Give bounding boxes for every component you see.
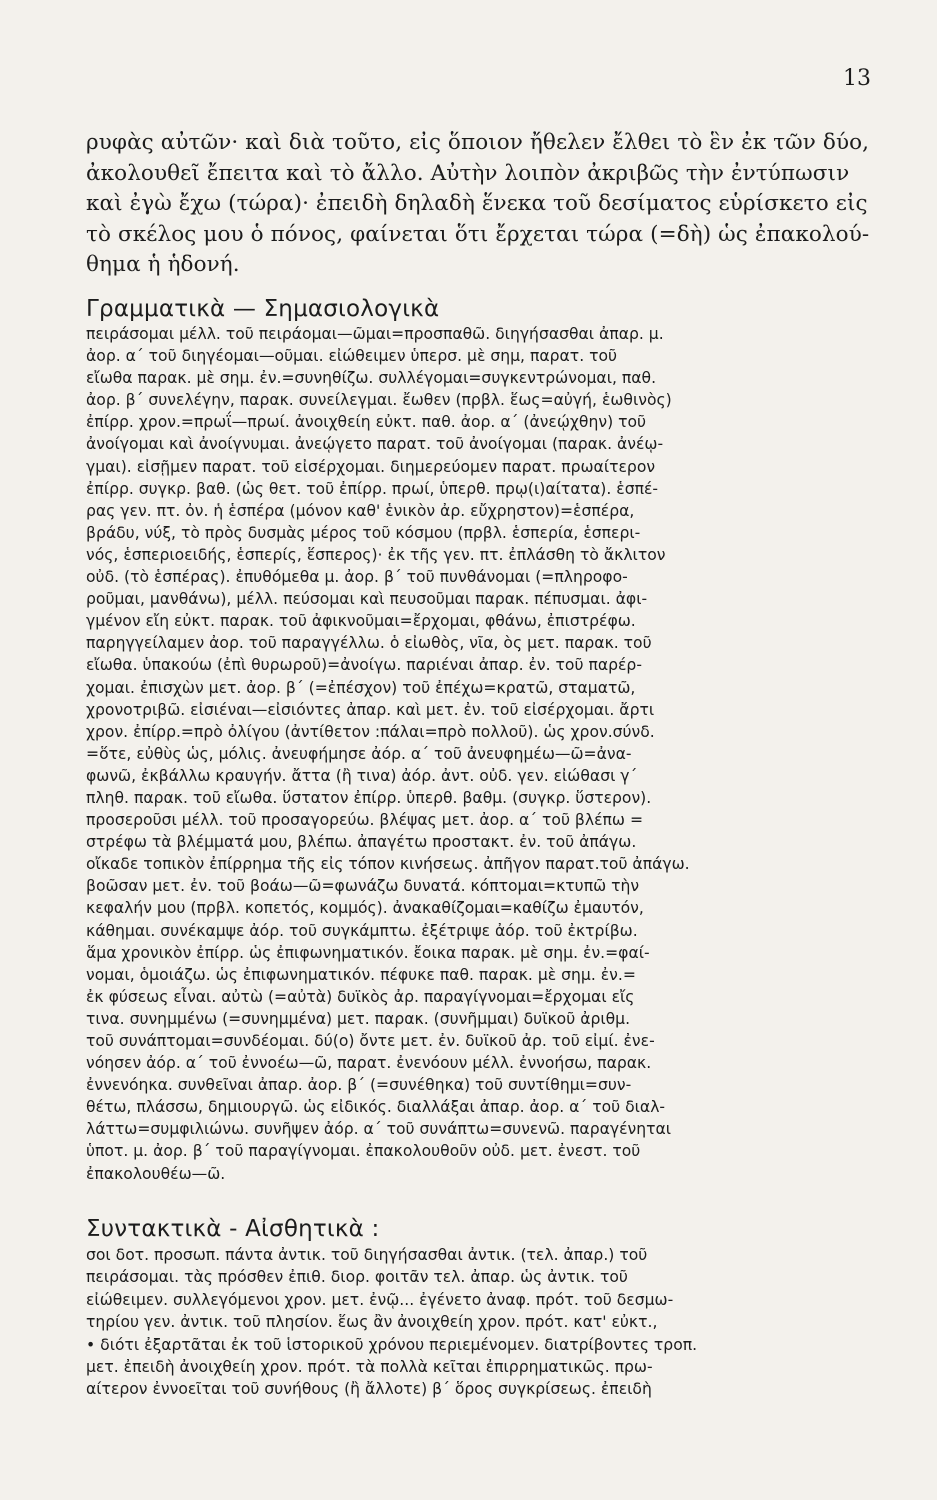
text-line: εἰώθειμεν. συλλεγόμενοι χρον. μετ. ἐνῷ... ἐγένετο ἀναφ. πρότ. τοῦ δεσμω-	[86, 1290, 674, 1309]
text-line: ἀορ. α΄ τοῦ διηγέομαι—οῦμαι. εἰώθειμεν ὑπερσ. μὲ σημ, παρατ. τοῦ	[86, 347, 618, 366]
text-line: ἐπακολουθέω—ῶ.	[86, 1164, 226, 1183]
section-heading-syntax: Συντακτικὰ - Αἰσθητικὰ :	[86, 1216, 380, 1242]
text-line: μετ. ἐπειδὴ ἀνοιχθείη χρον. πρότ. τὰ πολλὰ κεῖται ἐπιρρηματικῶς. πρω-	[86, 1358, 653, 1377]
text-line: εἴωθα παρακ. μὲ σημ. ἐν.=συνηθίζω. συλλέγομαι=συγκεντρώνομαι, παθ.	[86, 369, 657, 388]
text-line: ἐπίρρ. χρον.=πρωΐ—πρωί. ἀνοιχθείη εὐκτ. παθ. ἀορ. α΄ (ἀνεῴχθην) τοῦ	[86, 413, 647, 432]
text-line: ρας γεν. πτ. ὀν. ἡ ἑσπέρα (μόνον καθ' ἑνικὸν ἀρ. εὔχρηστον)=ἑσπέρα,	[86, 501, 635, 520]
text-line: =ὅτε, εὐθὺς ὡς, μόλις. ἀνευφήμησε ἀόρ. α΄ τοῦ ἀνευφημέω—ῶ=ἀνα-	[86, 744, 632, 763]
text-line: • διότι ἐξαρτᾶται ἐκ τοῦ ἱστορικοῦ χρόνου περιεμένομεν. διατρίβοντες τροπ.	[86, 1335, 698, 1354]
text-line: ὑποτ. μ. ἀορ. β΄ τοῦ παραγίγνομαι. ἐπακολουθοῦν οὐδ. μετ. ἐνεστ. τοῦ	[86, 1142, 641, 1161]
text-line: σοι δοτ. προσωπ. πάντα ἀντικ. τοῦ διηγήσασθαι ἀντικ. (τελ. ἀπαρ.) τοῦ	[86, 1246, 648, 1264]
text-line: ἀκολουθεῖ ἔπειτα καὶ τὸ ἄλλο. Αὐτὴν λοιπὸν ἀκριβῶς τὴν ἐντύπωσιν	[86, 160, 850, 186]
text-line: ἐννενόηκα. συνθεῖναι ἀπαρ. ἀορ. β΄ (=συνέθηκα) τοῦ συντίθημι=συν-	[86, 1076, 632, 1095]
text-line: χομαι. ἐπισχὼν μετ. ἀορ. β΄ (=ἐπέσχον) τοῦ ἐπέχω=κρατῶ, σταματῶ,	[86, 678, 636, 697]
text-line: ρυφὰς αὐτῶν· καὶ διὰ τοῦτο, εἰς ὅποιον ἤθελεν ἔλθει τὸ ἓν ἐκ τῶν δύο,	[86, 130, 870, 155]
syntax-notes	[86, 1244, 876, 1401]
text-line: εἴωθα. ὑπακούω (ἐπὶ θυρωροῦ)=ἀνοίγω. παριέναι ἀπαρ. ἐν. τοῦ παρέρ-	[86, 656, 642, 675]
text-line: βράδυ, νύξ, τὸ πρὸς δυσμὰς μέρος τοῦ κόσμου (πρβλ. ἑσπερία, ἑσπερι-	[86, 523, 641, 542]
text-line: ἅμα χρονικὸν ἐπίρρ. ὡς ἐπιφωνηματικόν. ἔοικα παρακ. μὲ σημ. ἐν.=φαί-	[86, 943, 650, 962]
text-line: προσεροῦσι μέλλ. τοῦ προσαγορεύω. βλέψας μετ. ἀορ. α΄ τοῦ βλέπω =	[86, 811, 644, 830]
text-line: κάθημαι. συνέκαμψε ἀόρ. τοῦ συγκάμπτω. ἐξέτριψε ἀόρ. τοῦ ἐκτρίβω.	[86, 921, 638, 940]
text-line: τηρίου γεν. ἀντικ. τοῦ πλησίον. ἕως ἂν ἀνοιχθείη χρον. πρότ. κατ' εὐκτ.,	[86, 1313, 658, 1332]
text-line: ἐπίρρ. συγκρ. βαθ. (ὡς θετ. τοῦ ἐπίρρ. πρωί, ὑπερθ. πρῳ(ι)αίτατα). ἑσπέ-	[86, 479, 659, 498]
text-line: ἀορ. β΄ συνελέγην, παρακ. συνείλεγμαι. ἔωθεν (πρβλ. ἕως=αὐγή, ἑωθινὸς)	[86, 391, 672, 410]
text-line: θέτω, πλάσσω, δημιουργῶ. ὡς εἰδικός. διαλλάξαι ἀπαρ. ἀορ. α΄ τοῦ διαλ-	[86, 1098, 666, 1117]
text-line: θημα ἡ ἡδονή.	[86, 252, 240, 277]
text-line: αίτερον ἐννοεῖται τοῦ συνήθους (ἢ ἄλλοτε) β΄ ὅρος συγκρίσεως. ἐπειδὴ	[86, 1380, 652, 1399]
text-line: τοῦ συνάπτομαι=συνδέομαι. δύ(ο) ὄντε μετ. ἐν. δυϊκοῦ ἀρ. τοῦ εἰμί. ἐνε-	[86, 1032, 655, 1050]
intro-paragraph	[86, 128, 876, 281]
text-line: πειράσομαι. τὰς πρόσθεν ἐπιθ. διορ. φοιτᾶν τελ. ἀπαρ. ὡς ἀντικ. τοῦ	[86, 1268, 628, 1287]
text-line: πληθ. παρακ. τοῦ εἴωθα. ὕστατον ἐπίρρ. ὑπερθ. βαθμ. (συγκρ. ὕστερον).	[86, 788, 652, 807]
text-line: λάττω=συμφιλιώνω. συνῆψεν ἀόρ. α΄ τοῦ συνάπτω=συνενῶ. παραγένηται	[86, 1120, 672, 1139]
text-line: τινα. συνημμένω (=συνημμένα) μετ. παρακ. (συνῆμμαι) δυϊκοῦ ἀριθμ.	[86, 1009, 631, 1028]
grammar-notes	[86, 323, 876, 1185]
text-line: χρονοτριβῶ. εἰσιέναι—εἰσιόντες ἀπαρ. καὶ μετ. ἐν. τοῦ εἰσέρχομαι. ἄρτι	[86, 700, 655, 719]
text-line: ἐκ φύσεως εἶναι. αὐτὼ (=αὐτὰ) δυϊκὸς ἀρ. παραγίγνομαι=ἔρχομαι εἴς	[86, 987, 635, 1006]
text-line: νός, ἑσπεριοειδής, ἑσπερίς, ἕσπερος)· ἐκ τῆς γεν. πτ. ἐπλάσθη τὸ ἄκλιτον	[86, 545, 666, 564]
text-line: στρέφω τὰ βλέμματά μου, βλέπω. ἀπαγέτω προστακτ. ἐν. τοῦ ἀπάγω.	[86, 833, 637, 852]
section-heading-grammar: Γραμματικὰ — Σημασιολογικὰ	[86, 296, 440, 322]
text-line: ροῦμαι, μανθάνω), μέλλ. πεύσομαι καὶ πευσοῦμαι παρακ. πέπυσμαι. ἀφι-	[86, 590, 648, 609]
text-line: οὐδ. (τὸ ἑσπέρας). ἐπυθόμεθα μ. ἀορ. β΄ τοῦ πυνθάνομαι (=πληροφο-	[86, 568, 628, 587]
text-line: φωνῶ, ἐκβάλλω κραυγήν. ἄττα (ἢ τινα) ἀόρ. ἀντ. οὐδ. γεν. εἰώθασι γ΄	[86, 766, 638, 785]
text-line: πειράσομαι μέλλ. τοῦ πειράομαι—ῶμαι=προσπαθῶ. διηγήσασθαι ἀπαρ. μ.	[86, 325, 664, 343]
text-line: οἴκαδε τοπικὸν ἐπίρρημα τῆς εἰς τόπον κινήσεως. ἀπῆγον παρατ.τοῦ ἀπάγω.	[86, 855, 690, 874]
text-line: παρηγγείλαμεν ἀορ. τοῦ παραγγέλλω. ὁ εἰωθὸς, νῖα, ὸς μετ. παρακ. τοῦ	[86, 634, 652, 653]
text-line: γμαι). εἰσῇμεν παρατ. τοῦ εἰσέρχομαι. διημερεύομεν παρατ. πρωαίτερον	[86, 457, 656, 476]
text-line: ἀνοίγομαι καὶ ἀνοίγνυμαι. ἀνεῴγετο παρατ. τοῦ ἀνοίγομαι (παρακ. ἀνέῳ-	[86, 435, 664, 454]
text-line: νόησεν ἀόρ. α΄ τοῦ ἐννοέω—ῶ, παρατ. ἐνενόουν μέλλ. ἐννοήσω, παρακ.	[86, 1054, 652, 1073]
text-line: τὸ σκέλος μου ὁ πόνος, φαίνεται ὅτι ἔρχεται τώρα (=δὴ) ὡς ἐπακολού-	[86, 221, 870, 247]
text-line: χρον. ἐπίρρ.=πρὸ ὀλίγου (ἀντίθετον :πάλαι=πρὸ πολλοῦ). ὡς χρον.σύνδ.	[86, 722, 655, 741]
text-line: καὶ ἐγὼ ἔχω (τώρα)· ἐπειδὴ δηλαδὴ ἕνεκα τοῦ δεσίματος εὑρίσκετο εἰς	[86, 191, 868, 216]
text-line: γμένον εἴη εὐκτ. παρακ. τοῦ ἀφικνοῦμαι=ἔρχομαι, φθάνω, ἐπιστρέφω.	[86, 612, 636, 631]
text-line: βοῶσαν μετ. ἐν. τοῦ βοάω—ῶ=φωνάζω δυνατά. κόπτομαι=κτυπῶ τὴν	[86, 877, 640, 896]
text-line: νομαι, ὁμοιάζω. ὡς ἐπιφωνηματικόν. πέφυκε παθ. παρακ. μὲ σημ. ἐν.=	[86, 965, 636, 984]
page-number: 13	[843, 66, 871, 91]
text-line: κεφαλήν μου (πρβλ. κοπετός, κομμός). ἀνακαθίζομαι=καθίζω ἐμαυτόν,	[86, 899, 644, 918]
